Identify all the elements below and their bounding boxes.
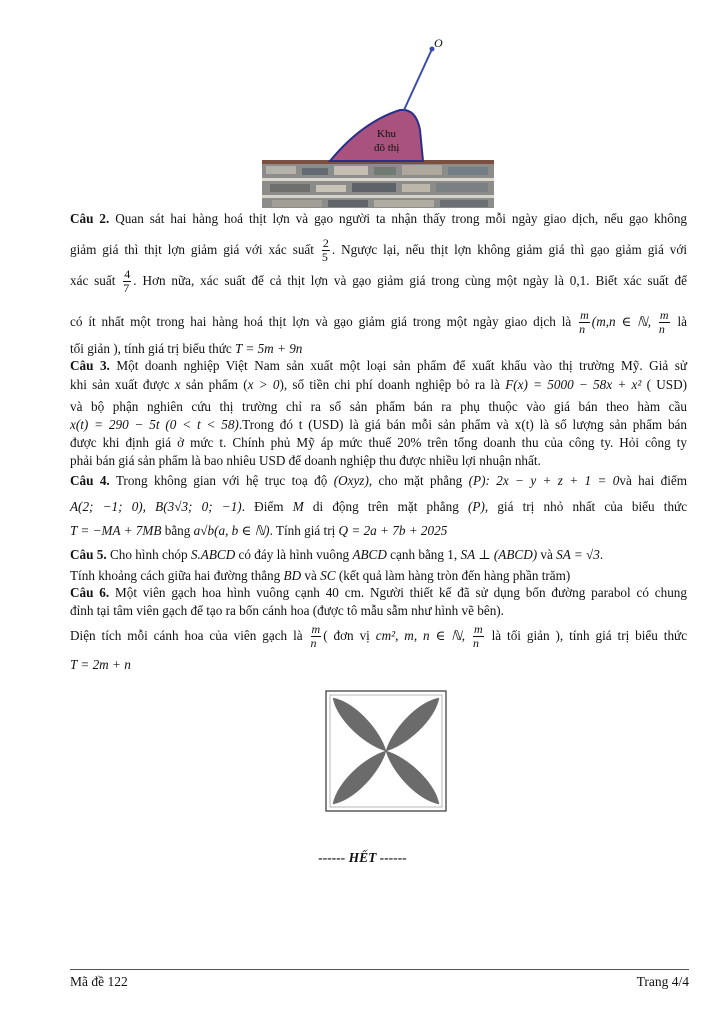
q3-line-6 [70, 452, 687, 470]
q2-text-2a: giảm giá thì thịt lợn giảm giá với xác suất [70, 242, 314, 257]
q4-label: Câu 4. [70, 473, 110, 488]
q3-demand-func: x(t) = 290 − 5t (0 < t < 58) [70, 417, 239, 432]
q3-line-5 [70, 434, 687, 452]
tile-figure [325, 690, 447, 812]
q2-frac2-num: 4 [124, 267, 131, 282]
q5-line-2 [70, 567, 687, 585]
q2-text-4b: (m,n ∈ ℕ, [591, 314, 652, 329]
q6-text-3c: là tối giản ), tính giá trị biểu thức [491, 628, 688, 643]
q4-plane-eq: (P): 2x − y + z + 1 = 0 [468, 473, 620, 488]
end-marker: ------ HẾT ------ [318, 850, 407, 865]
region-label-2: đô thị [374, 142, 400, 154]
q3-text-5: được khi định giá ở mức t. Chính phủ Mỹ áp mức thuế 20% trên tổng doanh thu của công ty. Hỏi công ty [70, 435, 687, 450]
q5-SC: SC [320, 568, 336, 583]
city-figure [262, 30, 494, 208]
q2-text-3b: . Hơn nữa, xác suất để cả thịt lợn và gạo giảm giá trong cùng một ngày là 0,1. Biết xác suất để [133, 273, 688, 288]
q2-expr-T: T = 5m + 9n [235, 341, 303, 356]
q4-points: A(2; −1; 0), B(3√3; 0; −1) [70, 499, 242, 514]
q5-text-1c: cạnh bằng 1, [390, 547, 458, 562]
q6-line-4 [70, 656, 687, 674]
ray-line [404, 49, 432, 110]
q4-text-2d: , giá trị nhỏ nhất của biểu thức [484, 499, 688, 514]
q4-expr-T: T = −MA + 7MB [70, 523, 162, 538]
q6-unit: cm², m, n ∈ ℕ, [375, 628, 466, 643]
q4-expr-Q: Q = 2a + 7b + 2025 [338, 523, 448, 538]
q5-text-2a: Tính khoảng cách giữa hai đường thẳng [70, 568, 281, 583]
q3-text-6: phải bán giá sản phẩm là bao nhiêu USD để doanh nghiệp thu được nhiều lợi nhuận nhất. [70, 453, 541, 468]
q2-text-4a: có ít nhất một trong hai hàng hoá thịt lợn và gạo giảm giá trong một ngày giao dịch là [70, 314, 572, 329]
q2-frac-n: n [579, 322, 586, 337]
footer-rule [70, 969, 689, 970]
q5-text-2c: (kết quả làm hàng tròn đến hàng phần trăm) [338, 568, 571, 583]
q5-text-2b: và [304, 568, 317, 583]
q5-BD: BD [283, 568, 302, 583]
q2-text-3a: xác suất [70, 273, 116, 288]
q4-text-3b: bằng [164, 523, 191, 538]
q3-text-2b: sản phẩm ( [185, 377, 248, 392]
q2-line-3 [70, 266, 687, 296]
q2-line-5 [70, 340, 687, 358]
q3-line-3 [70, 398, 687, 416]
q6-fraction-m-n-2 [473, 623, 484, 650]
q4-var-P: (P) [468, 499, 485, 514]
q2-label: Câu 2. [70, 211, 110, 226]
q6-frac2-n: n [473, 636, 479, 651]
q4-var-M: M [292, 499, 304, 514]
q6-label: Câu 6. [70, 585, 110, 600]
q4-line-2 [70, 496, 687, 518]
q4-line-3 [70, 520, 687, 542]
q5-text-1d: và [540, 547, 553, 562]
region-label-1: Khu [377, 128, 396, 140]
q6-text-1: Một viên gạch hoa hình vuông cạnh 40 cm. Người thiết kế đã sử dụng bốn đường parabol có chung [115, 585, 687, 600]
q5-label: Câu 5. [70, 547, 107, 562]
q5-square: ABCD [352, 547, 387, 562]
q2-frac2-n: n [658, 322, 665, 337]
q3-text-2a: khi sản xuất được [70, 377, 170, 392]
q4-text-2c: di động trên mặt phẳng [312, 499, 459, 514]
q4-text-1b: , cho mặt phẳng [368, 473, 463, 488]
q6-text-2: đỉnh tại tâm viên gạch để tạo ra bốn cánh hoa (được tô mẫu sẫm như hình vẽ bên). [70, 603, 504, 618]
q4-text-1c: và hai điểm [619, 473, 688, 488]
q2-fraction-2-5 [322, 237, 330, 264]
q2-fraction-m-n-2 [659, 309, 670, 336]
q3-text-2c: ), số tiền chi phí doanh nghiệp bỏ ra là [279, 377, 500, 392]
q4-text-3c: . Tính giá trị [269, 523, 336, 538]
q6-text-3b: ( đơn vị [323, 628, 370, 643]
q3-text-2d: ( USD) [646, 377, 687, 392]
q4-coord-system: (Oxyz) [333, 473, 369, 488]
q2-text-2b: . Ngược lại, nếu thịt lợn không giảm giá thì gạo giảm giá với [331, 242, 687, 257]
q3-text-3: và bộ phận nghiên cứu thị trường chỉ ra số sản phẩm bán ra phụ thuộc vào giá bán theo hàm cầu [70, 399, 687, 414]
tile-svg [325, 690, 447, 812]
q4-text-1a: Trong không gian với hệ trục toạ độ [115, 473, 328, 488]
q3-cost-func: F(x) = 5000 − 58x + x² [505, 377, 642, 392]
q3-label: Câu 3. [70, 358, 110, 373]
q2-line-1 [70, 210, 687, 228]
q5-text-1e: . [599, 547, 604, 562]
q6-line-1 [70, 584, 687, 602]
q5-SA: SA = √3 [556, 547, 600, 562]
q2-line-2 [70, 236, 687, 264]
q2-line-4 [70, 306, 687, 338]
q3-line-2 [70, 376, 687, 394]
q2-text-4c: là [677, 314, 687, 329]
q3-cond: x > 0 [247, 377, 280, 392]
q2-fraction-m-n [579, 309, 590, 336]
q3-line-1 [70, 357, 687, 375]
origin-label: O [434, 36, 443, 50]
city-figure-svg [262, 30, 494, 208]
q4-form: a√b(a, b ∈ ℕ) [193, 523, 270, 538]
footer-exam-code: Mã đề 122 [70, 974, 128, 989]
q6-frac-n: n [310, 636, 317, 651]
q2-frac2-m: m [659, 308, 669, 323]
q2-frac2-den: 7 [123, 281, 130, 296]
q2-frac-m: m [580, 308, 589, 323]
footer-page-number: Trang 4/4 [636, 974, 689, 989]
q6-expr-T: T = 2m + n [70, 657, 131, 672]
q6-line-2 [70, 602, 687, 620]
q4-text-2b: . Điểm [241, 499, 284, 514]
q5-text-1b: có đáy là hình vuông [238, 547, 350, 562]
q5-text-1a: Cho hình chóp [109, 547, 188, 562]
q3-var-x: x [174, 377, 181, 392]
q3-text-4b: .Trong đó t (USD) là giá bán mỗi sản phẩm và x(t) là số lượng sản phẩm bán [238, 417, 687, 432]
q5-pyramid: S.ABCD [190, 547, 236, 562]
q2-frac1-den: 5 [321, 250, 328, 265]
q6-text-3a: Diện tích mỗi cánh hoa của viên gạch là [70, 628, 303, 643]
q2-text-5a: tối giản ), tính giá trị biểu thức [70, 341, 232, 356]
q3-line-4 [70, 416, 687, 434]
q5-perp: SA ⊥ (ABCD) [460, 547, 538, 562]
q2-text-1: Quan sát hai hàng hoá thịt lợn và gạo người ta nhận thấy trong mỗi ngày giao dịch, nếu gạo không [115, 211, 688, 226]
q6-line-3 [70, 620, 687, 652]
q2-fraction-4-7 [123, 268, 131, 295]
q6-fraction-m-n [311, 623, 322, 650]
q2-frac1-num: 2 [322, 236, 329, 251]
q3-text-1: Một doanh nghiệp Việt Nam sản xuất một loại sản phẩm để xuất khẩu vào thị trường Mỹ. Giả sử [116, 358, 687, 373]
q6-frac-m: m [311, 622, 321, 637]
q4-line-1 [70, 470, 687, 492]
q6-frac2-m: m [474, 622, 483, 637]
q5-line-1 [70, 544, 687, 566]
